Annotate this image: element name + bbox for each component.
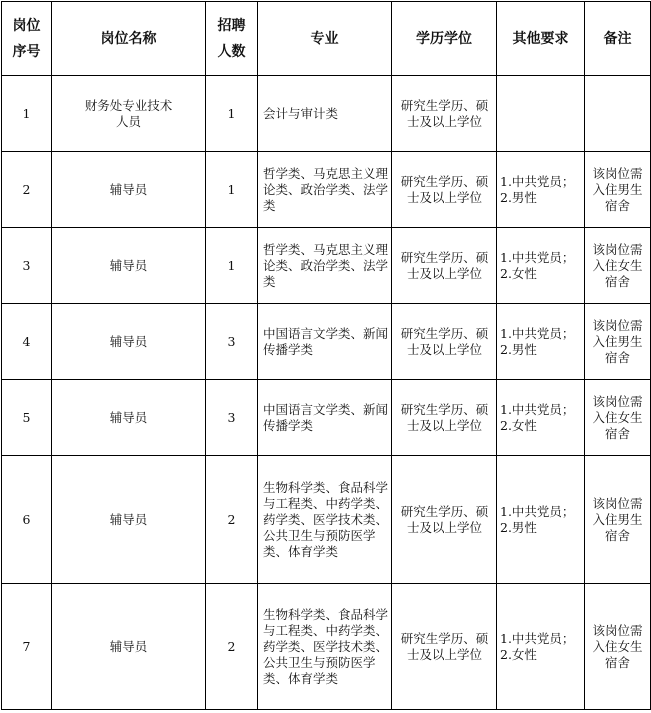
cell-major: 中国语言文学类、新闻传播学类 xyxy=(258,380,392,456)
cell-seq: 5 xyxy=(2,380,52,456)
cell-name: 财务处专业技术人员 xyxy=(52,76,206,152)
cell-major: 会计与审计类 xyxy=(258,76,392,152)
cell-major: 哲学类、马克思主义理论类、政治学类、法学类 xyxy=(258,228,392,304)
cell-seq: 2 xyxy=(2,152,52,228)
cell-degree: 研究生学历、硕士及以上学位 xyxy=(392,584,497,710)
cell-count: 2 xyxy=(206,584,258,710)
cell-degree: 研究生学历、硕士及以上学位 xyxy=(392,228,497,304)
cell-degree: 研究生学历、硕士及以上学位 xyxy=(392,76,497,152)
cell-count: 1 xyxy=(206,76,258,152)
header-major: 专业 xyxy=(258,2,392,76)
cell-note: 该岗位需入住女生宿舍 xyxy=(585,584,651,710)
cell-other: 1.中共党员；2.女性 xyxy=(497,584,585,710)
cell-other: 1.中共党员；2.女性 xyxy=(497,228,585,304)
header-row xyxy=(2,2,651,76)
cell-count: 3 xyxy=(206,304,258,380)
cell-count: 3 xyxy=(206,380,258,456)
cell-other: 1.中共党员；2.女性 xyxy=(497,380,585,456)
header-seq: 岗位序号 xyxy=(2,2,52,76)
cell-note: 该岗位需入住男生宿舍 xyxy=(585,456,651,584)
cell-degree: 研究生学历、硕士及以上学位 xyxy=(392,152,497,228)
cell-other xyxy=(497,76,585,152)
cell-seq: 6 xyxy=(2,456,52,584)
cell-name: 辅导员 xyxy=(52,380,206,456)
cell-note xyxy=(585,76,651,152)
cell-degree: 研究生学历、硕士及以上学位 xyxy=(392,456,497,584)
table-row xyxy=(2,228,651,304)
table-row xyxy=(2,304,651,380)
cell-note: 该岗位需入住女生宿舍 xyxy=(585,228,651,304)
cell-seq: 1 xyxy=(2,76,52,152)
header-degree: 学历学位 xyxy=(392,2,497,76)
header-count: 招聘人数 xyxy=(206,2,258,76)
header-note: 备注 xyxy=(585,2,651,76)
cell-other: 1.中共党员；2.男性 xyxy=(497,456,585,584)
cell-note: 该岗位需入住男生宿舍 xyxy=(585,304,651,380)
cell-count: 2 xyxy=(206,456,258,584)
cell-note: 该岗位需入住男生宿舍 xyxy=(585,152,651,228)
cell-seq: 4 xyxy=(2,304,52,380)
recruitment-table xyxy=(1,1,651,710)
table-row xyxy=(2,76,651,152)
cell-major: 生物科学类、食品科学与工程类、中药学类、药学类、医学技术类、公共卫生与预防医学类、体育学类 xyxy=(258,456,392,584)
cell-count: 1 xyxy=(206,228,258,304)
table-row xyxy=(2,152,651,228)
cell-seq: 7 xyxy=(2,584,52,710)
cell-count: 1 xyxy=(206,152,258,228)
cell-major: 哲学类、马克思主义理论类、政治学类、法学类 xyxy=(258,152,392,228)
table-row xyxy=(2,584,651,710)
cell-name: 辅导员 xyxy=(52,456,206,584)
cell-major: 生物科学类、食品科学与工程类、中药学类、药学类、医学技术类、公共卫生与预防医学类、体育学类 xyxy=(258,584,392,710)
table-row xyxy=(2,456,651,584)
cell-other: 1.中共党员；2.男性 xyxy=(497,152,585,228)
header-name: 岗位名称 xyxy=(52,2,206,76)
cell-name: 辅导员 xyxy=(52,304,206,380)
cell-other: 1.中共党员；2.男性 xyxy=(497,304,585,380)
cell-seq: 3 xyxy=(2,228,52,304)
cell-name: 辅导员 xyxy=(52,228,206,304)
cell-major: 中国语言文学类、新闻传播学类 xyxy=(258,304,392,380)
cell-degree: 研究生学历、硕士及以上学位 xyxy=(392,380,497,456)
table-row xyxy=(2,380,651,456)
cell-name: 辅导员 xyxy=(52,584,206,710)
cell-name: 辅导员 xyxy=(52,152,206,228)
cell-degree: 研究生学历、硕士及以上学位 xyxy=(392,304,497,380)
cell-note: 该岗位需入住女生宿舍 xyxy=(585,380,651,456)
header-other: 其他要求 xyxy=(497,2,585,76)
